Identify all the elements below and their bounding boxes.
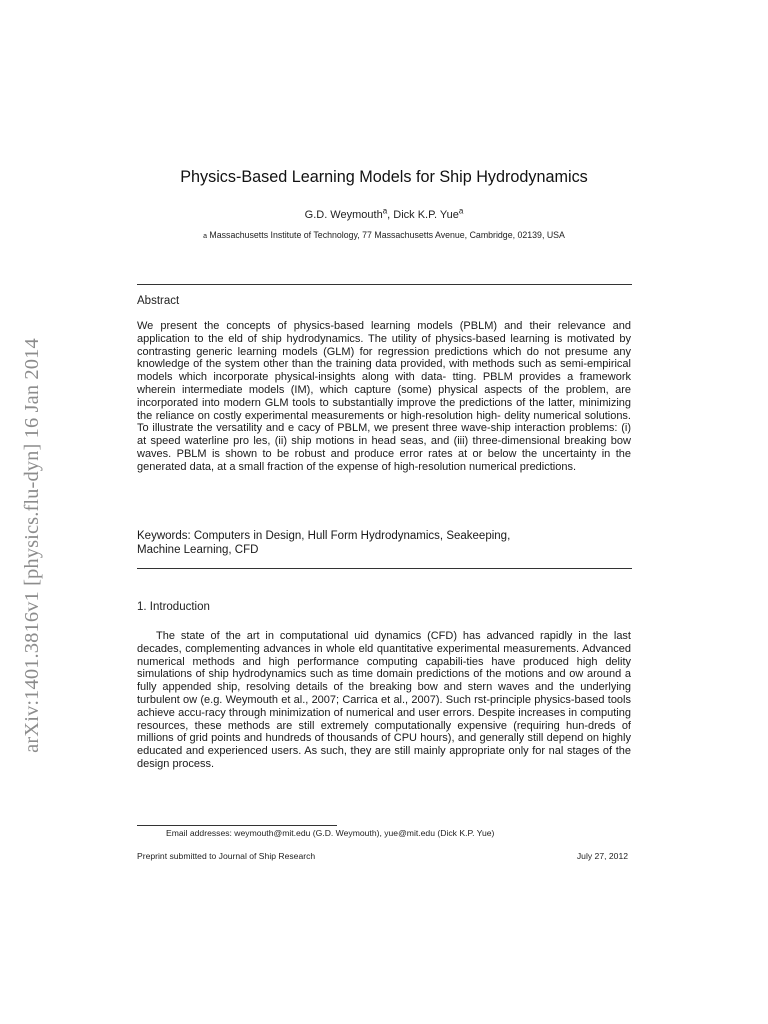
abstract-top-rule [137, 284, 632, 285]
introduction-heading: 1. Introduction [137, 601, 210, 613]
author-name: Dick K.P. Yue [393, 209, 459, 221]
arxiv-stamp [20, 290, 44, 800]
arxiv-stamp-text: arXiv:1401.3816v1 [physics.flu-dyn] 16 Jan 2014 [20, 337, 43, 753]
abstract-heading: Abstract [137, 295, 180, 307]
keywords-line: Keywords: Computers in Design, Hull Form Hydrodynamics, Seakeeping, [137, 530, 511, 542]
keywords [137, 530, 597, 557]
footnote-rule [137, 825, 337, 826]
affiliation-marker: a [203, 233, 207, 240]
introduction-text: The state of the art in computational uid dynamics (CFD) has advanced rapidly in the last decades, complementing advances in whole eld quantitative experimental measurements. Advanced numerical methods and high performance computing capabili-ties have produced high delity simulations of ship hydrodynamics such as time domain predictions of the motions and ow around a fully appended ship, resolving details of the breaking bow and stern waves and the underlying turbulent ow (e.g. Weymouth et al., 2007; Carrica et al., 2007). Such rst-principle physics-based tools achieve accu-racy through minimization of numerical and user errors. Despite increases in computing resources, these methods are still extremely computationally expensive (requiring hun-dreds of millions of grid points and hundreds of thousands of CPU hours), and generally still depend on highly educated and experienced users. As such, they are still mainly appropriate only for nal stages of the design process. [137, 630, 631, 770]
abstract-bottom-rule [137, 568, 632, 569]
preprint-note: Preprint submitted to Journal of Ship Research [137, 851, 316, 861]
abstract-text: We present the concepts of physics-based learning models (PBLM) and their relevance and application to the eld of ship hydrodynamics. The utility of physics-based learning is motivated by contrasting generic learning models (GLM) for regression predictions which do not presume any knowledge of the system other than the training data provided, with methods such as semi-empirical models which incorporate physical-insights along with data- tting. PBLM provides a framework wherein intermediate models (IM), which capture (some) physical aspects of the problem, are incorporated into modern GLM tools to substantially improve the predictions of the latter, minimizing the reliance on costly experimental measurements or high-resolution high- delity numerical solutions. To illustrate the versatility and e cacy of PBLM, we present three wave-ship interaction problems: (i) at speed waterline pro les, (ii) ship motions in head seas, and (iii) three-dimensional breaking bow waves. PBLM is shown to be robust and produce error rates at or below the uncertainty in the generated data, at a small fraction of the expense of high-resolution numerical predictions. [137, 320, 631, 473]
affiliation-marker: a [382, 206, 388, 216]
author-name: G.D. Weymouth [304, 209, 383, 221]
preprint-date: July 27, 2012 [576, 851, 628, 861]
affiliation-text: Massachusetts Institute of Technology, 77 Massachusetts Avenue, Cambridge, 02139, USA [209, 230, 565, 240]
author-separator: , [387, 209, 394, 221]
keywords-line: Machine Learning, CFD [137, 543, 259, 556]
author-list [0, 206, 768, 221]
footnote-email: Email addresses: weymouth@mit.edu (G.D. Weymouth), yue@mit.edu (Dick K.P. Yue) [166, 828, 495, 838]
affiliation [0, 230, 768, 240]
affiliation-marker: a [458, 206, 464, 216]
paper-title: Physics-Based Learning Models for Ship Hydrodynamics [180, 168, 588, 186]
